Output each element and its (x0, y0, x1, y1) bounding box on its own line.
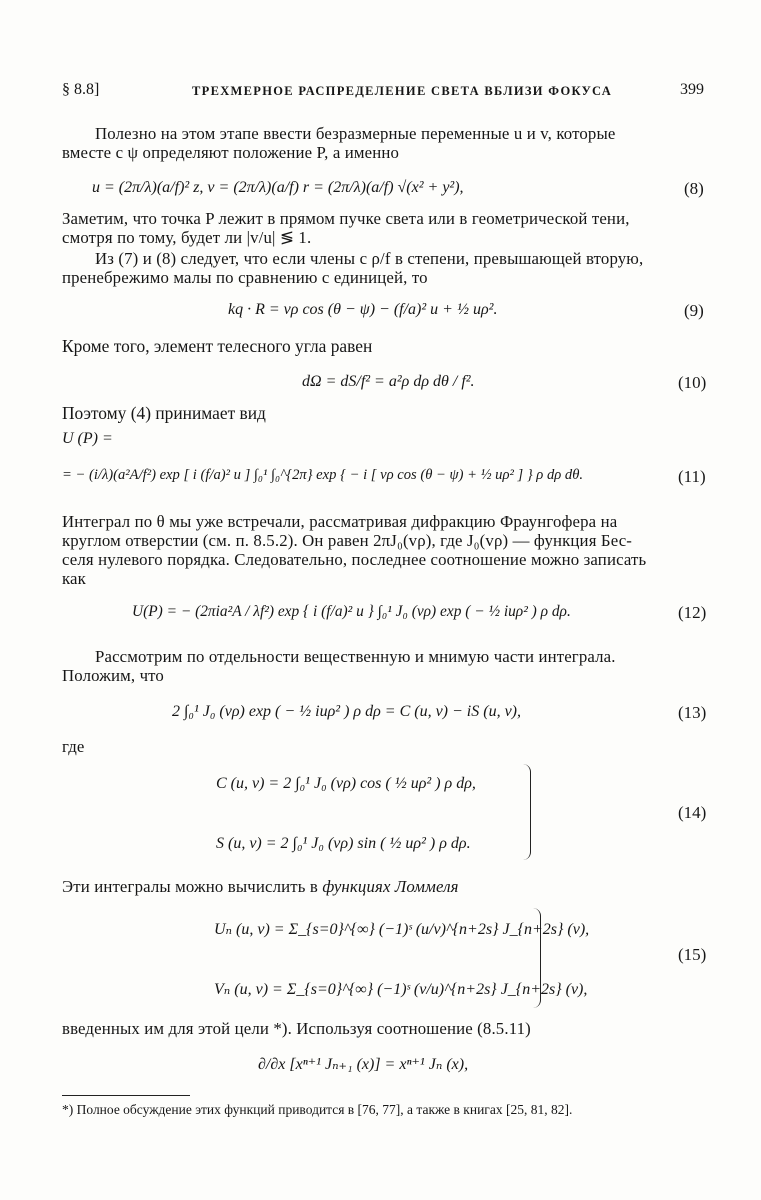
paragraph-3-line-2: пренебрежимо малы по сравнению с единицей, то (62, 268, 428, 287)
equation-14-s: S (u, v) = 2 ∫₀¹ J₀ (vρ) sin ( ½ uρ² ) ρ dρ. (216, 835, 471, 852)
paragraph-1-line-2: вместе с ψ определяют положение P, а именно (62, 143, 400, 162)
paragraph-4: Кроме того, элемент телесного угла равен (62, 336, 373, 356)
paragraph-1-line-1: Полезно на этом этапе ввести безразмерные переменные u и v, которые (95, 124, 616, 143)
paragraph-7-line-1: Рассмотрим по отдельности вещественную и мнимую части интеграла. (95, 647, 616, 666)
equation-15-brace (532, 908, 541, 1008)
equation-9: kq · R = vρ cos (θ − ψ) − (f/a)² u + ½ uρ². (228, 301, 498, 318)
page-number: 399 (680, 81, 704, 98)
equation-13-number: (13) (678, 703, 707, 722)
paragraph-9-term: функциях Ломмеля (322, 877, 459, 896)
paragraph-3-line-1: Из (7) и (8) следует, что если члены с ρ/f в степени, превышающей вторую, (95, 249, 644, 268)
equation-11-rhs: = − (i/λ)(a²A/f²) exp [ i (f/a)² u ] ∫₀¹ ∫₀^{2π} exp { − i [ vρ cos (θ − ψ) + ½ uρ² ] } ρ dρ dθ. (62, 467, 584, 483)
running-title: ТРЕХМЕРНОЕ РАСПРЕДЕЛЕНИЕ СВЕТА ВБЛИЗИ ФОКУСА (192, 84, 613, 98)
paragraph-2-line-1: Заметим, что точка P лежит в прямом пучке света или в геометрической тени, (62, 209, 630, 228)
paragraph-6-line-1: Интеграл по θ мы уже встречали, рассматривая дифракцию Фраунгофера на (62, 512, 618, 531)
paragraph-7-line-2: Положим, что (62, 666, 164, 685)
paragraph-2-line-2: смотря по тому, будет ли |v/u| ≶ 1. (62, 228, 312, 247)
equation-8: u = (2π/λ)(a/f)² z, v = (2π/λ)(a/f) r = (2π/λ)(a/f) √(x² + y²), (92, 179, 464, 196)
equation-16: ∂/∂x [xⁿ⁺¹ Jₙ₊₁ (x)] = xⁿ⁺¹ Jₙ (x), (258, 1056, 469, 1073)
equation-12: U(P) = − (2πia²A / λf²) exp { i (f/a)² u } ∫₀¹ J₀ (vρ) exp ( − ½ iuρ² ) ρ dρ. (132, 603, 571, 620)
equation-14-brace (522, 764, 531, 860)
equation-15-number: (15) (678, 945, 707, 964)
equation-11-number: (11) (678, 467, 706, 486)
equation-11-lhs: U (P) = (62, 430, 113, 447)
equation-10: dΩ = dS/f² = a²ρ dρ dθ / f². (302, 373, 475, 390)
footnote-rule (62, 1095, 190, 1096)
equation-8-number: (8) (684, 179, 704, 198)
paragraph-10: введенных им для этой цели *). Используя соотношение (8.5.11) (62, 1019, 531, 1038)
equation-13: 2 ∫₀¹ J₀ (vρ) exp ( − ½ iuρ² ) ρ dρ = C (u, v) − iS (u, v), (172, 703, 522, 720)
paragraph-6-line-2: круглом отверстии (см. п. 8.5.2). Он равен 2πJ₀(vρ), где J₀(vρ) — функция Бес- (62, 531, 633, 550)
equation-10-number: (10) (678, 373, 707, 392)
paragraph-8: где (62, 737, 85, 756)
equation-15-v: Vₙ (u, v) = Σ_{s=0}^{∞} (−1)ˢ (v/u)^{n+2s} J_{n+2s} (v), (214, 981, 588, 998)
footnote: *) Полное обсуждение этих функций приводится в [76, 77], а также в книгах [25, 81, 82]. (62, 1102, 573, 1117)
paragraph-6-line-3: селя нулевого порядка. Следовательно, последнее соотношение можно записать (62, 550, 647, 569)
paragraph-5: Поэтому (4) принимает вид (62, 403, 266, 423)
equation-14-number: (14) (678, 803, 707, 822)
equation-12-number: (12) (678, 603, 707, 622)
paragraph-9-text: Эти интегралы можно вычислить в (62, 877, 323, 896)
paragraph-6-line-4: как (62, 569, 86, 588)
equation-15-u: Uₙ (u, v) = Σ_{s=0}^{∞} (−1)ˢ (u/v)^{n+2s} J_{n+2s} (v), (214, 921, 590, 938)
paragraph-9 (62, 879, 459, 896)
equation-14-c: C (u, v) = 2 ∫₀¹ J₀ (vρ) cos ( ½ uρ² ) ρ dρ, (216, 775, 476, 792)
equation-9-number: (9) (684, 301, 704, 320)
section-label: § 8.8] (62, 81, 100, 98)
